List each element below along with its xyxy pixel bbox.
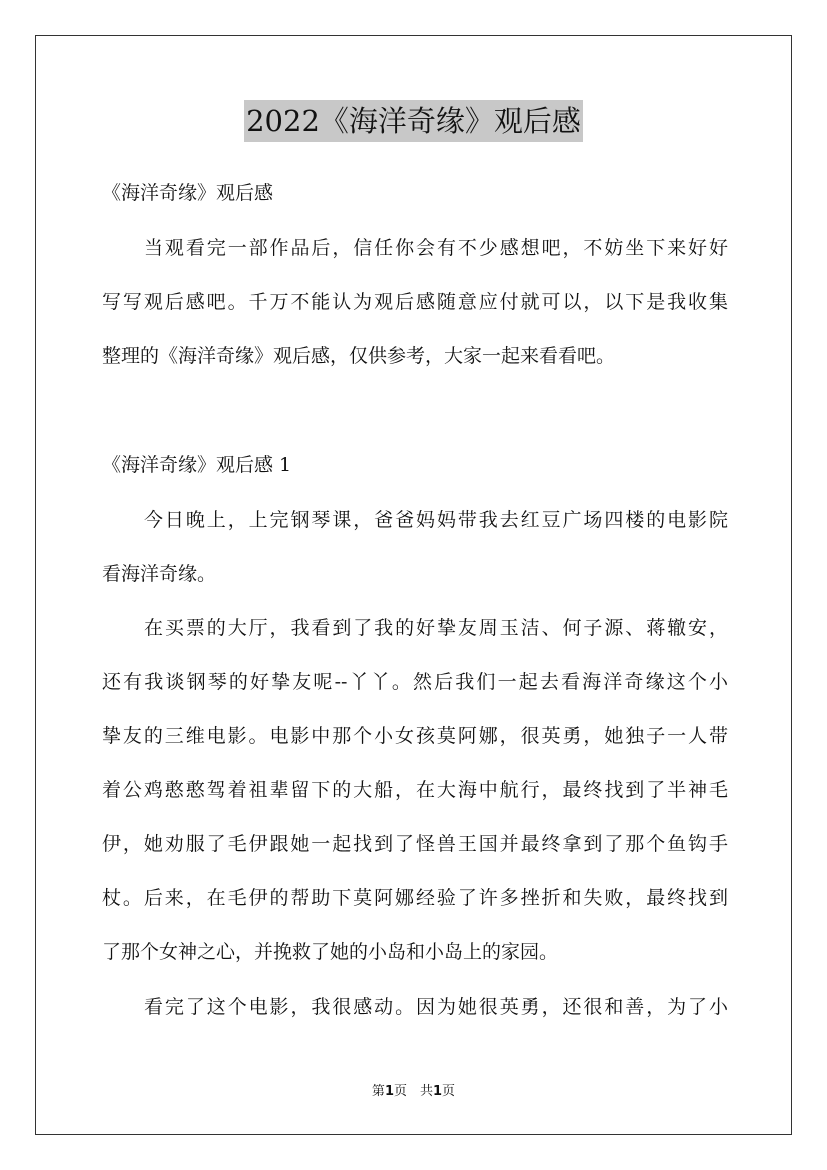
section-heading: 《海洋奇缘》观后感 1 (102, 454, 292, 476)
para2-line: 挚友的三维电影。电影中那个小女孩莫阿娜，很英勇，她独子一人带 (102, 725, 728, 747)
intro-line: 当观看完一部作品后，信任你会有不少感想吧，不妨坐下来好好 (144, 237, 728, 259)
document-title: 2022《海洋奇缘》观后感 (244, 100, 583, 142)
para3-line: 看完了这个电影，我很感动。因为她很英勇，还很和善，为了小 (144, 996, 728, 1018)
footer-prefix: 第 (371, 1084, 385, 1099)
footer-total-pages: 1 (433, 1084, 443, 1099)
title-wrap (0, 100, 827, 142)
footer-suffix: 页 (442, 1084, 456, 1099)
para2-line: 着公鸡憨憨驾着祖辈留下的大船，在大海中航行，最终找到了半神毛 (102, 779, 728, 801)
para2-line: 在买票的大厅，我看到了我的好挚友周玉洁、何子源、蒋辙安， (144, 617, 728, 639)
page-footer (0, 1083, 827, 1101)
footer-mid: 页 共 (393, 1084, 433, 1099)
para2-line: 杖。后来，在毛伊的帮助下莫阿娜经验了许多挫折和失败，最终找到 (102, 887, 728, 909)
para2-line: 伊，她劝服了毛伊跟她一起找到了怪兽王国并最终拿到了那个鱼钩手 (102, 833, 728, 855)
footer-page-number: 1 (384, 1084, 394, 1099)
para1-line: 看海洋奇缘。 (102, 563, 217, 585)
document-subtitle: 《海洋奇缘》观后感 (102, 182, 274, 204)
para1-line: 今日晚上，上完钢琴课，爸爸妈妈带我去红豆广场四楼的电影院 (144, 509, 728, 531)
para2-line: 还有我谈钢琴的好挚友呢--丫丫。然后我们一起去看海洋奇缘这个小 (102, 671, 728, 693)
intro-line: 写写观后感吧。千万不能认为观后感随意应付就可以，以下是我收集 (102, 291, 728, 313)
para2-line: 了那个女神之心，并挽救了她的小岛和小岛上的家园。 (102, 941, 559, 963)
intro-line: 整理的《海洋奇缘》观后感，仅供参考，大家一起来看看吧。 (102, 345, 616, 367)
